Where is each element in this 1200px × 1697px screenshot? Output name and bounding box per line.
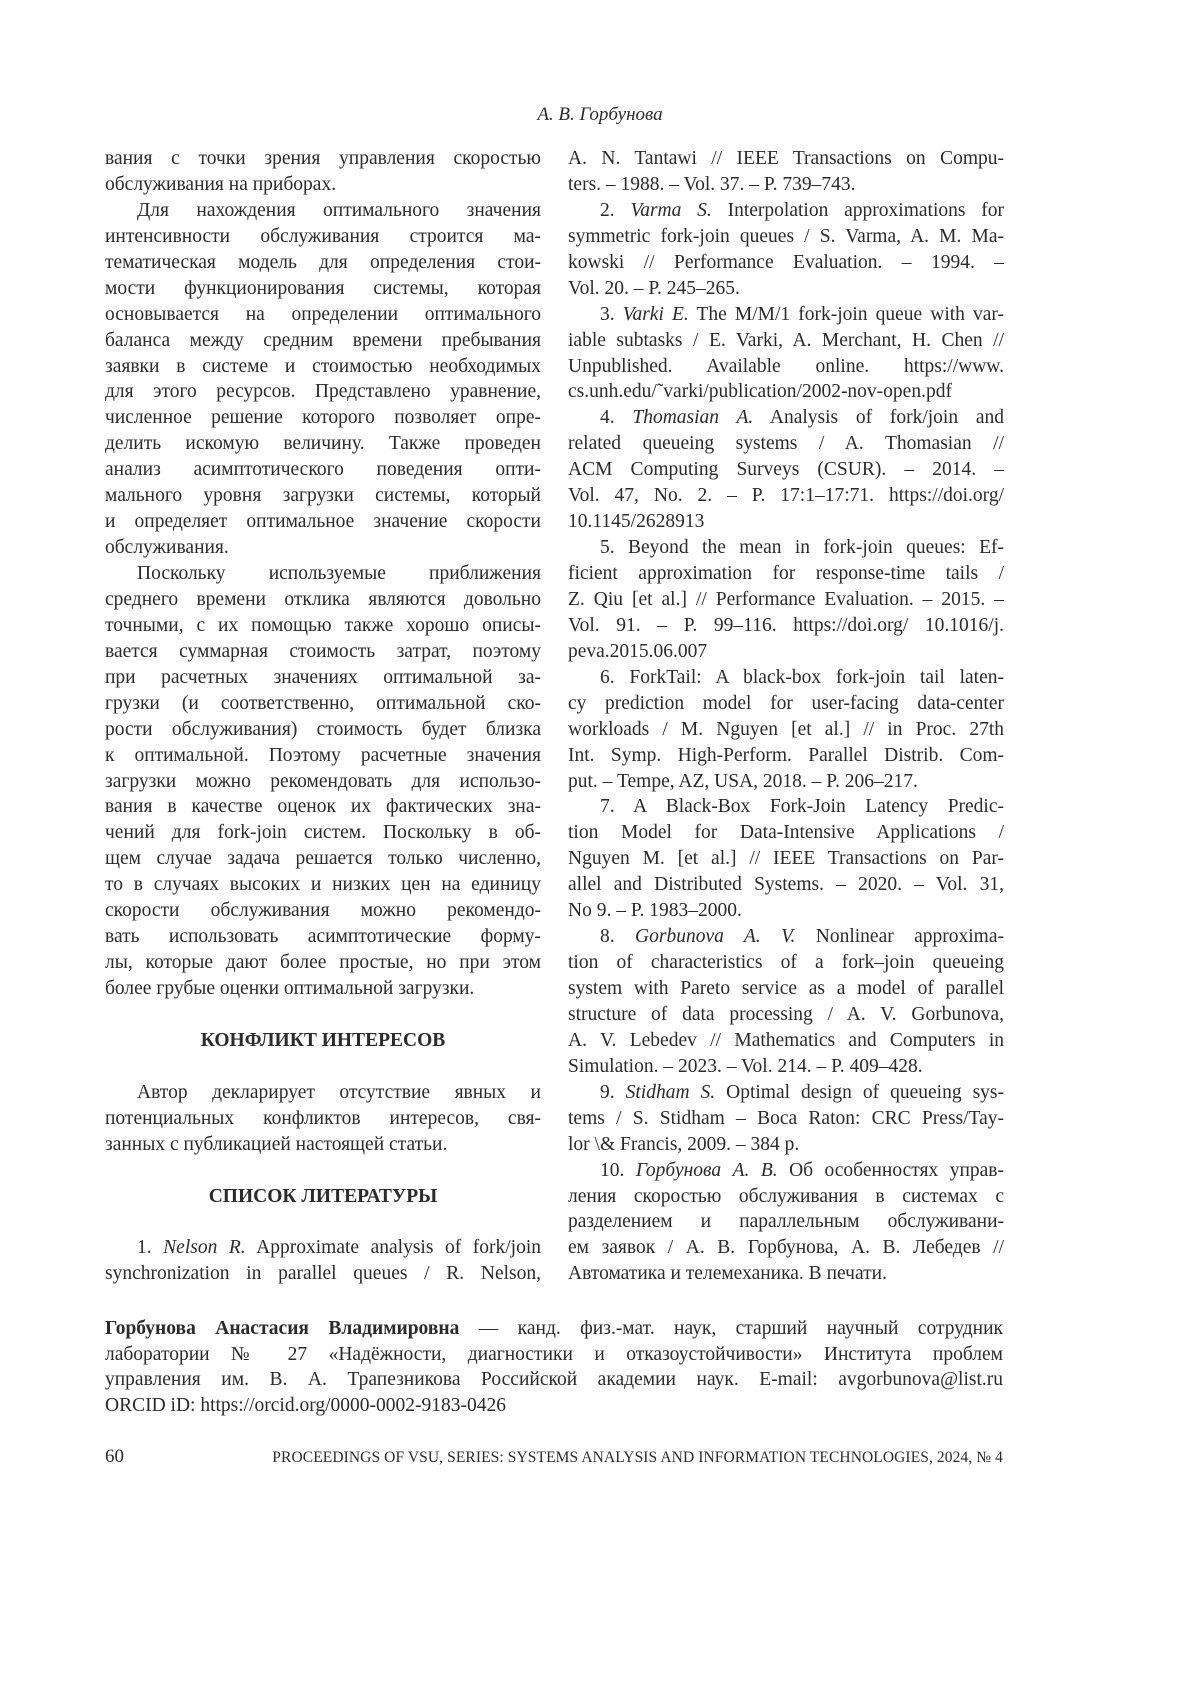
text-line: ления скоростью обслуживания в системах с (568, 1184, 1004, 1210)
text-line: ficient approximation for response-time tails / (568, 561, 1004, 587)
text-line: вается суммарная стоимость затрат, поэтому (105, 639, 541, 665)
text-line: вать использовать асимптотические форму- (105, 924, 541, 950)
paragraph (105, 146, 541, 198)
text-line: related queueing systems / A. Thomasian // (568, 431, 1004, 457)
text-line: вания в качестве оценок их фактических зна- (105, 794, 541, 820)
text-line: tion Model for Data-Intensive Applications / (568, 820, 1004, 846)
right-column (568, 146, 1004, 1287)
left-column (105, 146, 541, 1287)
text-line: среднего времени отклика являются довольно (105, 587, 541, 613)
reference-author: Varma S. (630, 200, 711, 221)
text-line: Nguyen M. [et al.] // IEEE Transactions on Par- (568, 846, 1004, 872)
text-line: A. N. Tantawi // IEEE Transactions on Compu- (568, 146, 1004, 172)
page-footer (105, 1446, 1003, 1468)
paragraph (568, 405, 1004, 535)
text-line: и определяет оптимальное значение скорости (105, 509, 541, 535)
reference-author: Stidham S. (626, 1082, 716, 1103)
text-line: разделением и параллельным обслуживани- (568, 1209, 1004, 1235)
text-line: 7. A Black-Box Fork-Join Latency Predic- (568, 794, 1004, 820)
reference-author: Thomasian A. (632, 407, 753, 428)
text-line: peva.2015.06.007 (568, 639, 1004, 665)
text-line: обслуживания на приборах. (105, 172, 541, 198)
text-line: 1. Nelson R. Approximate analysis of fork/join (105, 1235, 541, 1261)
paragraph (568, 794, 1004, 924)
text-line: мости функционирования системы, которая (105, 276, 541, 302)
text-line: вания с точки зрения управления скоростью (105, 146, 541, 172)
paragraph (105, 1235, 541, 1287)
text-line: tion of characteristics of a fork–join queueing (568, 950, 1004, 976)
text-line: Поскольку используемые приближения (105, 561, 541, 587)
text-line: 10.1145/2628913 (568, 509, 1004, 535)
text-line: обслуживания. (105, 535, 541, 561)
text-line: потенциальных конфликтов интересов, свя- (105, 1106, 541, 1132)
bio-line: управления им. В. А. Трапезникова Российской академии наук. E-mail: avgorbunova@list.ru (105, 1367, 1003, 1393)
paragraph (105, 561, 541, 1002)
journal-title: PROCEEDINGS OF VSU, SERIES: SYSTEMS ANALYSIS AND INFORMATION TECHNOLOGIES, 2024, № 4 (272, 1449, 1003, 1467)
paragraph (105, 198, 541, 561)
paragraph (568, 198, 1004, 302)
section-heading: СПИСОК ЛИТЕРАТУРЫ (105, 1184, 541, 1210)
author-bio (105, 1316, 1003, 1418)
text-line: 2. Varma S. Interpolation approximations for (568, 198, 1004, 224)
text-line: tems / S. Stidham – Boca Raton: CRC Press/Tay- (568, 1106, 1004, 1132)
paragraph (568, 302, 1004, 406)
text-line: делить искомую величину. Также проведен (105, 431, 541, 457)
paragraph (568, 1080, 1004, 1158)
text-line: 10. Горбунова А. В. Об особенностях управ- (568, 1158, 1004, 1184)
text-line: Vol. 20. – P. 245–265. (568, 276, 1004, 302)
text-line: анализ асимптотического поведения опти- (105, 457, 541, 483)
bio-line: лаборатории № 27 «Надёжности, диагностики и отказоустойчивости» Института проблем (105, 1342, 1003, 1368)
text-line: 5. Beyond the mean in fork-join queues: Ef- (568, 535, 1004, 561)
reference-author: Varki E. (623, 304, 689, 325)
text-line: Unpublished. Available online. https://www. (568, 354, 1004, 380)
spacer (105, 1002, 541, 1028)
text-line: более грубые оценки оптимальной загрузки. (105, 976, 541, 1002)
author-name: Горбунова Анастасия Владимировна (105, 1318, 459, 1339)
text-line: put. – Tempe, AZ, USA, 2018. – P. 206–217. (568, 769, 1004, 795)
text-line: загрузки можно рекомендовать для использо- (105, 769, 541, 795)
text-line: занных с публикацией настоящей статьи. (105, 1132, 541, 1158)
text-line: Для нахождения оптимального значения (105, 198, 541, 224)
section-heading: КОНФЛИКТ ИНТЕРЕСОВ (105, 1028, 541, 1054)
text-line: synchronization in parallel queues / R. Nelson, (105, 1261, 541, 1287)
text-line: тематическая модель для определения стои- (105, 250, 541, 276)
running-head: А. В. Горбунова (0, 104, 1200, 126)
text-line: 6. ForkTail: A black-box fork-join tail laten- (568, 665, 1004, 691)
text-line: workloads / M. Nguyen [et al.] // in Proc. 27th (568, 717, 1004, 743)
text-line: ACM Computing Surveys (CSUR). – 2014. – (568, 457, 1004, 483)
text-line: ем заявок / А. В. Горбунова, А. В. Лебедев // (568, 1235, 1004, 1261)
paragraph (568, 924, 1004, 1080)
reference-author: Горбунова А. В. (636, 1160, 778, 1181)
text-line: точными, с их помощью также хорошо описы- (105, 613, 541, 639)
text-line: Автор декларирует отсутствие явных и (105, 1080, 541, 1106)
text-line: мального уровня загрузки системы, который (105, 483, 541, 509)
page-number: 60 (105, 1446, 124, 1468)
text-line: ters. – 1988. – Vol. 37. – P. 739–743. (568, 172, 1004, 198)
text-line: Автоматика и телемеханика. В печати. (568, 1261, 1004, 1287)
text-line: system with Pareto service as a model of parallel (568, 976, 1004, 1002)
text-line: No 9. – P. 1983–2000. (568, 898, 1004, 924)
paragraph (568, 535, 1004, 665)
text-line: Int. Symp. High-Perform. Parallel Distrib. Com- (568, 743, 1004, 769)
text-line: грузки (и соответственно, оптимальной ско- (105, 691, 541, 717)
spacer (105, 1209, 541, 1235)
text-line: щем случае задача решается только численно, (105, 846, 541, 872)
text-line: structure of data processing / A. V. Gorbunova, (568, 1002, 1004, 1028)
spacer (105, 1054, 541, 1080)
text-line: Vol. 47, No. 2. – P. 17:1–17:71. https://doi.org/ (568, 483, 1004, 509)
text-line: 3. Varki E. The M/M/1 fork-join queue with var- (568, 302, 1004, 328)
reference-author: Nelson R. (163, 1237, 246, 1258)
text-line: kowski // Performance Evaluation. – 1994. – (568, 250, 1004, 276)
text-line: для этого ресурсов. Представлено уравнение, (105, 379, 541, 405)
bio-line (105, 1316, 1003, 1342)
reference-author: Gorbunova A. V. (635, 926, 795, 947)
bio-text: — канд. физ.-мат. наук, старший научный сотрудник (459, 1318, 1003, 1339)
text-line: интенсивности обслуживания строится ма- (105, 224, 541, 250)
text-line: cy prediction model for user-facing data-center (568, 691, 1004, 717)
text-line: основывается на определении оптимального (105, 302, 541, 328)
text-line: 9. Stidham S. Optimal design of queueing sys- (568, 1080, 1004, 1106)
text-line: к оптимальной. Поэтому расчетные значения (105, 743, 541, 769)
text-line: 4. Thomasian A. Analysis of fork/join and (568, 405, 1004, 431)
text-line: Simulation. – 2023. – Vol. 214. – P. 409–428. (568, 1054, 1004, 1080)
text-line: 8. Gorbunova A. V. Nonlinear approxima- (568, 924, 1004, 950)
text-line: allel and Distributed Systems. – 2020. – Vol. 31, (568, 872, 1004, 898)
text-line: баланса между средним времени пребывания (105, 328, 541, 354)
paragraph (105, 1080, 541, 1158)
paragraph (568, 665, 1004, 795)
text-line: то в случаях высоких и низких цен на единицу (105, 872, 541, 898)
text-line: рости обслуживания) стоимость будет близка (105, 717, 541, 743)
text-line: численное решение которого позволяет опре- (105, 405, 541, 431)
text-line: скорости обслуживания можно рекомендо- (105, 898, 541, 924)
text-line: лы, которые дают более простые, но при этом (105, 950, 541, 976)
text-line: Z. Qiu [et al.] // Performance Evaluation. – 2015. – (568, 587, 1004, 613)
text-line: lor \& Francis, 2009. – 384 p. (568, 1132, 1004, 1158)
text-line: iable subtasks / E. Varki, A. Merchant, H. Chen // (568, 328, 1004, 354)
spacer (105, 1158, 541, 1184)
text-line: symmetric fork-join queues / S. Varma, A. M. Ma- (568, 224, 1004, 250)
text-line: заявки в системе и стоимостью необходимых (105, 354, 541, 380)
paragraph (568, 1158, 1004, 1288)
text-line: cs.unh.edu/˜varki/publication/2002-nov-open.pdf (568, 379, 1004, 405)
text-line: при расчетных значениях оптимальной за- (105, 665, 541, 691)
text-line: A. V. Lebedev // Mathematics and Computers in (568, 1028, 1004, 1054)
paragraph (568, 146, 1004, 198)
text-line: Vol. 91. – P. 99–116. https://doi.org/ 10.1016/j. (568, 613, 1004, 639)
bio-line: ORCID iD: https://orcid.org/0000-0002-9183-0426 (105, 1393, 1003, 1419)
text-line: чений для fork-join систем. Поскольку в об- (105, 820, 541, 846)
